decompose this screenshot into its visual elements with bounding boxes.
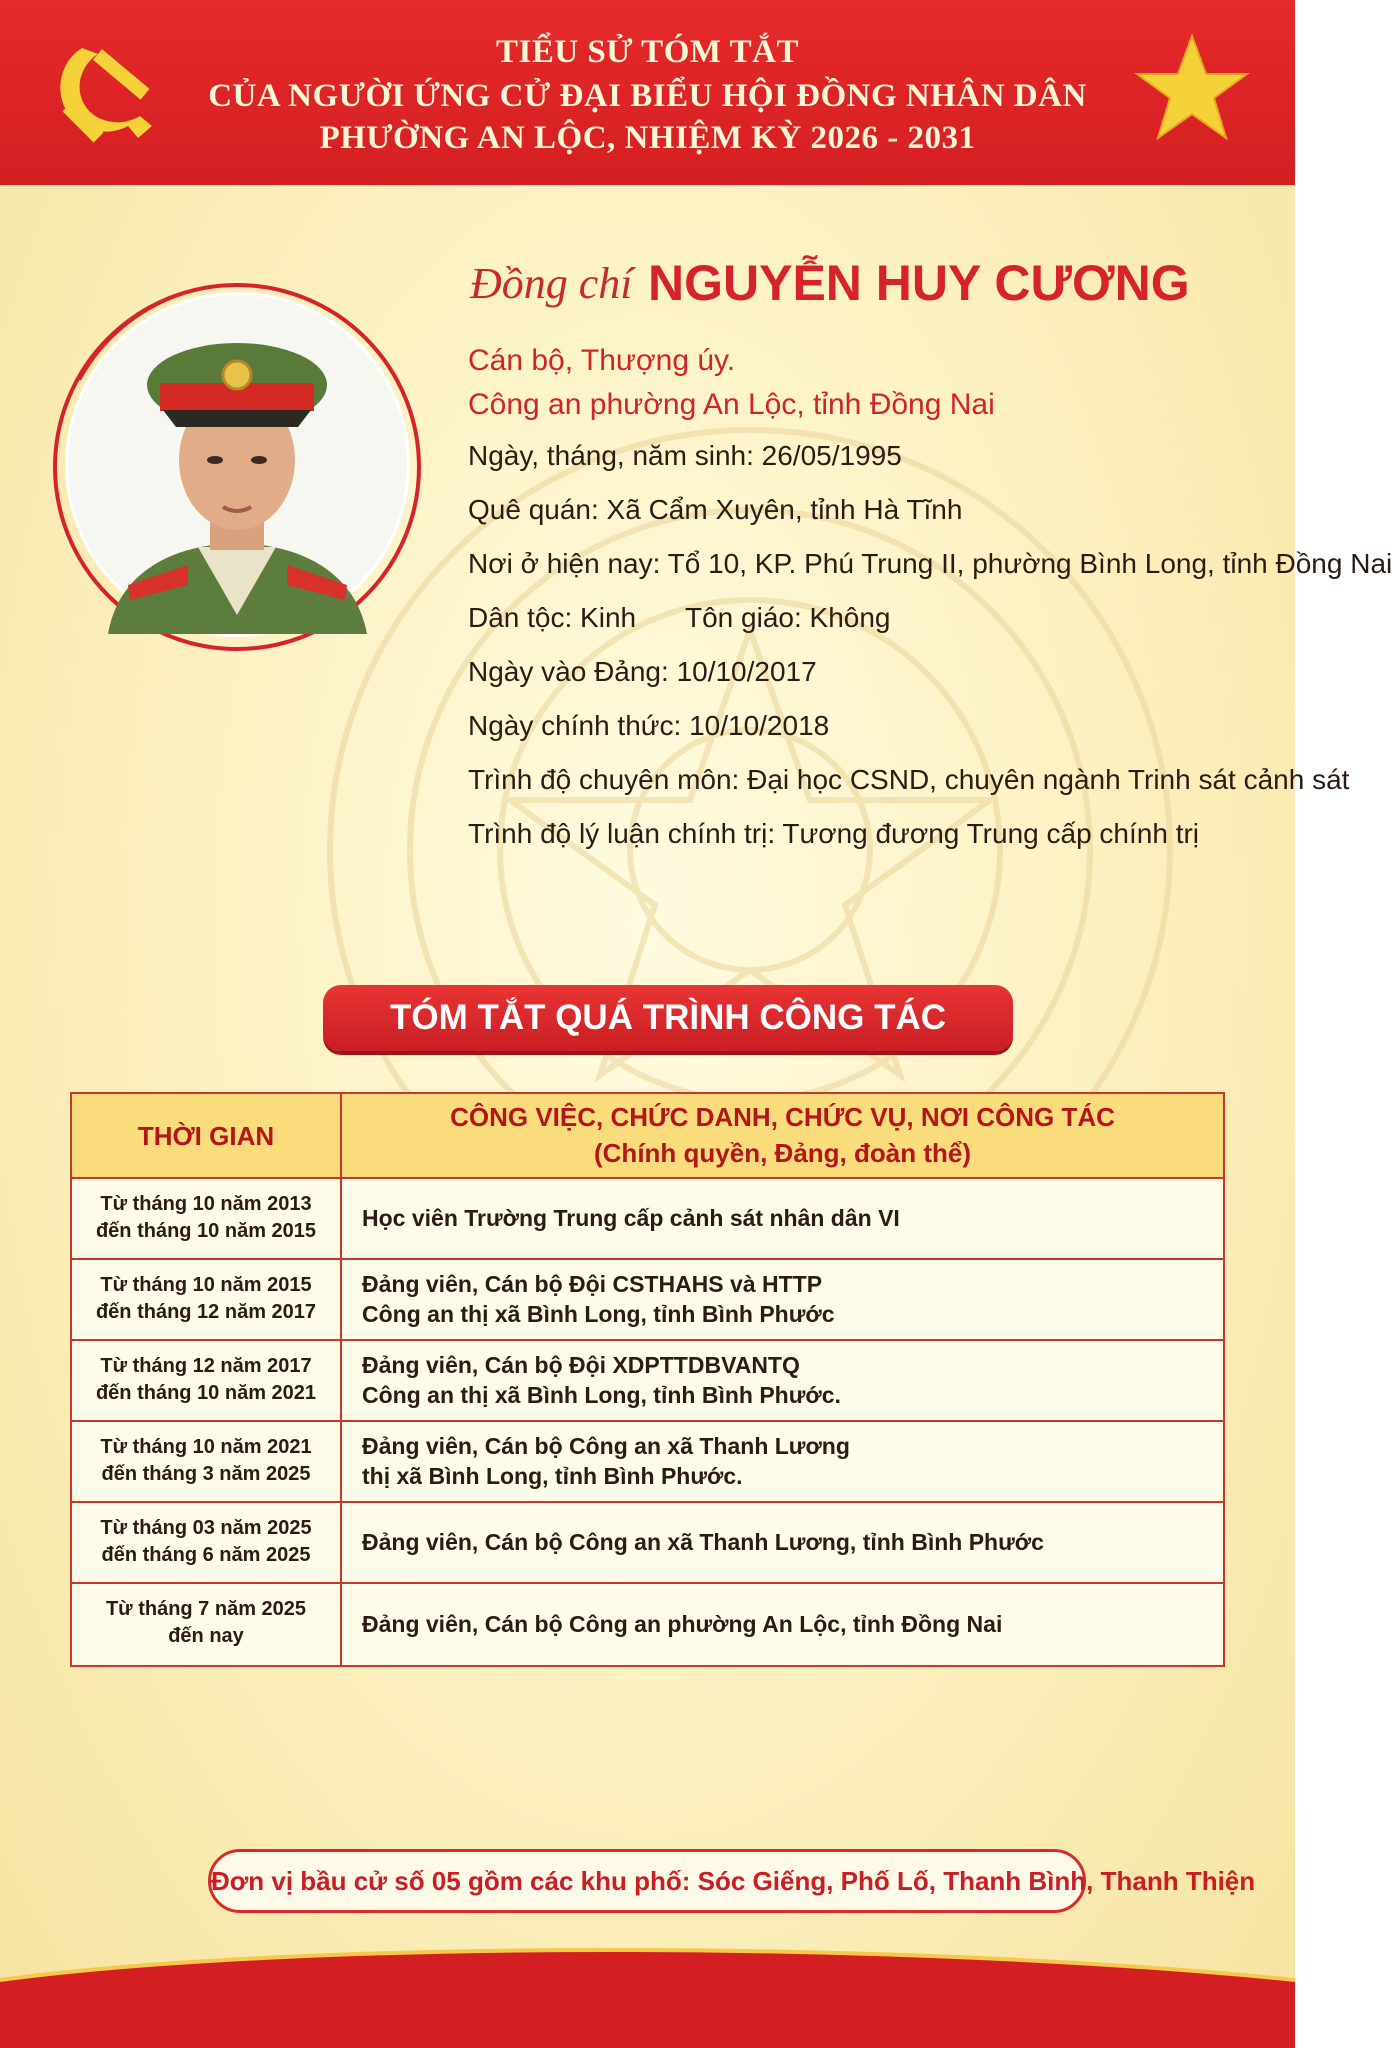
work-history-table (70, 1092, 1225, 1667)
candidate-portrait (65, 292, 410, 637)
row-job-line1: Đảng viên, Cán bộ Công an xã Thanh Lương (362, 1433, 850, 1459)
info-date-of-birth: Ngày, tháng, năm sinh: 26/05/1995 (468, 440, 902, 471)
row-time-start: Từ tháng 10 năm 2021 (100, 1436, 312, 1458)
column-header-job-sub: (Chính quyền, Đảng, đoàn thể) (594, 1138, 971, 1168)
row-time-start: Từ tháng 03 năm 2025 (100, 1517, 312, 1539)
row-time-end: đến nay (168, 1625, 244, 1647)
header-title-line2: CỦA NGƯỜI ỨNG CỬ ĐẠI BIỂU HỘI ĐỒNG NHÂN DÂN (208, 78, 1087, 114)
row-job-line1: Học viên Trường Trung cấp cảnh sát nhân dân VI (362, 1205, 900, 1231)
header-banner (0, 0, 1295, 185)
table-header-job (340, 1092, 1225, 1179)
row-time-end: đến tháng 6 năm 2025 (101, 1544, 311, 1566)
info-ethnicity: Dân tộc: Kinh (468, 602, 637, 633)
candidate-name: NGUYỄN HUY CƯƠNG (648, 255, 1190, 311)
table-row-job (340, 1177, 1225, 1260)
row-time-end: đến tháng 3 năm 2025 (101, 1463, 311, 1485)
column-header-job: CÔNG VIỆC, CHỨC DANH, CHỨC VỤ, NƠI CÔNG TÁC (450, 1102, 1115, 1132)
row-job-line1: Đảng viên, Cán bộ Công an phường An Lộc, tỉnh Đồng Nai (362, 1611, 1003, 1637)
row-job-line1: Đảng viên, Cán bộ Đội CSTHAHS và HTTP (362, 1271, 823, 1297)
table-row-job (340, 1420, 1225, 1503)
row-time-end: đến tháng 10 năm 2021 (95, 1382, 317, 1404)
officer-portrait-illustration (68, 295, 407, 634)
row-job-line2: Công an thị xã Bình Long, tỉnh Bình Phước (362, 1301, 835, 1327)
gold-star-icon (1135, 32, 1250, 142)
table-row (70, 1177, 342, 1260)
info-residence: Nơi ở hiện nay: Tổ 10, KP. Phú Trung II, phường Bình Long, tỉnh Đồng Nai (468, 548, 1392, 579)
column-header-time: THỜI GIAN (137, 1121, 275, 1151)
table-row-job (340, 1501, 1225, 1584)
honorific: Đồng chí (470, 259, 633, 308)
section-title-work-history: TÓM TẮT QUÁ TRÌNH CÔNG TÁC (323, 985, 1013, 1051)
row-time-start: Từ tháng 7 năm 2025 (105, 1598, 307, 1620)
table-row (70, 1339, 342, 1422)
footer-red-wave (0, 1940, 1295, 2048)
table-row-job (340, 1258, 1225, 1341)
info-religion: Tôn giáo: Không (685, 602, 891, 633)
row-time-start: Từ tháng 12 năm 2017 (100, 1355, 312, 1377)
info-political-theory: Trình độ lý luận chính trị: Tương đương Trung cấp chính trị (468, 818, 1200, 849)
hammer-sickle-icon (42, 30, 167, 145)
row-time-start: Từ tháng 10 năm 2015 (100, 1274, 312, 1296)
info-education: Trình độ chuyên môn: Đại học CSND, chuyên ngành Trinh sát cảnh sát (468, 764, 1350, 795)
row-time-start: Từ tháng 10 năm 2013 (100, 1193, 312, 1215)
table-header-time (70, 1092, 342, 1179)
table-row (70, 1258, 342, 1341)
header-title-line3: PHƯỜNG AN LỘC, NHIỆM KỲ 2026 - 2031 (319, 120, 976, 156)
candidate-unit: Công an phường An Lộc, tỉnh Đồng Nai (468, 388, 995, 421)
row-job-line1: Đảng viên, Cán bộ Đội XDPTTDBVANTQ (362, 1352, 800, 1378)
table-row (70, 1501, 342, 1584)
table-row-job (340, 1582, 1225, 1667)
row-job-line1: Đảng viên, Cán bộ Công an xã Thanh Lương, tỉnh Bình Phước (362, 1529, 1044, 1555)
row-time-end: đến tháng 10 năm 2015 (95, 1220, 317, 1242)
row-job-line2: Công an thị xã Bình Long, tỉnh Bình Phước. (362, 1382, 841, 1408)
table-row (70, 1582, 342, 1667)
table-row (70, 1420, 342, 1503)
info-party-official-date: Ngày chính thức: 10/10/2018 (468, 710, 830, 741)
header-title-line1: TIỂU SỬ TÓM TẮT (495, 34, 800, 70)
table-row-job (340, 1339, 1225, 1422)
electoral-unit-note (208, 1849, 1256, 1913)
row-time-end: đến tháng 12 năm 2017 (95, 1301, 317, 1323)
info-party-join-date: Ngày vào Đảng: 10/10/2017 (468, 656, 817, 687)
info-hometown: Quê quán: Xã Cẩm Xuyên, tỉnh Hà Tĩnh (468, 494, 963, 525)
row-job-line2: thị xã Bình Long, tỉnh Bình Phước. (362, 1463, 743, 1489)
electoral-unit-text: Đơn vị bầu cử số 05 gồm các khu phố: Sóc Giếng, Phố Lố, Thanh Bình, Thanh Thiện (211, 1866, 1256, 1896)
candidate-rank: Cán bộ, Thượng úy. (468, 344, 736, 377)
